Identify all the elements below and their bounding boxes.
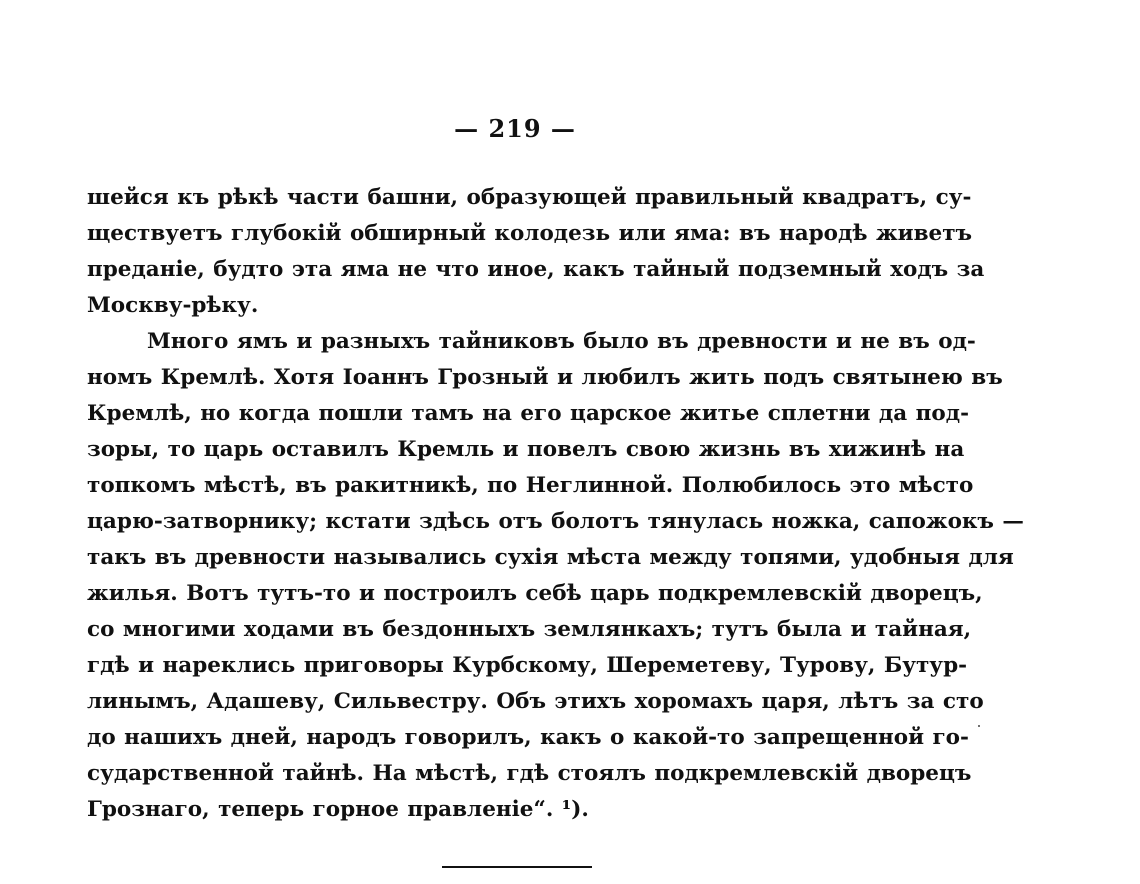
text-line: сударственной тайнѣ. На мѣстѣ, гдѣ стоялъ подкремлевскій дворецъ xyxy=(87,761,972,786)
text-line: зоры, то царь оставилъ Кремль и повелъ свою жизнь въ хижинѣ на xyxy=(87,437,965,462)
text-line: такъ въ древности назывались сухія мѣста между топями, удобныя для xyxy=(87,545,1014,570)
text-line: гдѣ и нареклись приговоры Курбскому, Шереметеву, Турову, Бутур- xyxy=(87,653,968,678)
text-line: шейся къ рѣкѣ части башни, образующей правильный квадратъ, су- xyxy=(87,185,972,210)
text-line: преданіе, будто эта яма не что иное, какъ тайный подземный ходъ за xyxy=(87,257,985,282)
body-text xyxy=(87,180,1024,828)
page-number: — 219 — xyxy=(454,114,576,143)
text-line: линымъ, Адашеву, Сильвестру. Объ этихъ хоромахъ царя, лѣтъ за сто xyxy=(87,689,984,714)
text-line: номъ Кремлѣ. Хотя Іоаннъ Грозный и любилъ жить подъ святынею въ xyxy=(87,365,1003,390)
text-line: ществуетъ глубокій обширный колодезь или яма: въ народѣ живетъ xyxy=(87,221,973,246)
text-line: Кремлѣ, но когда пошли тамъ на его царское житье сплетни да под- xyxy=(87,401,969,426)
print-speck xyxy=(978,725,980,727)
text-line: топкомъ мѣстѣ, въ ракитникѣ, по Неглинной. Полюбилось это мѣсто xyxy=(87,473,974,498)
paragraph-start-line: Много ямъ и разныхъ тайниковъ было въ древности и не въ од- xyxy=(147,329,976,354)
text-line: до нашихъ дней, народъ говорилъ, какъ о какой-то запрещенной го- xyxy=(87,725,969,750)
text-line: царю-затворнику; кстати здѣсь отъ болотъ тянулась ножка, сапожокъ — xyxy=(87,509,1024,534)
footnote-separator-rule xyxy=(442,866,592,868)
text-line: Грознаго, теперь горное правленіе“. ¹). xyxy=(87,797,589,822)
text-line: со многими ходами въ бездонныхъ землянкахъ; тутъ была и тайная, xyxy=(87,617,972,642)
text-line: Москву-рѣку. xyxy=(87,293,259,318)
text-line: жилья. Вотъ тутъ-то и построилъ себѣ царь подкремлевскій дворецъ, xyxy=(87,581,983,606)
